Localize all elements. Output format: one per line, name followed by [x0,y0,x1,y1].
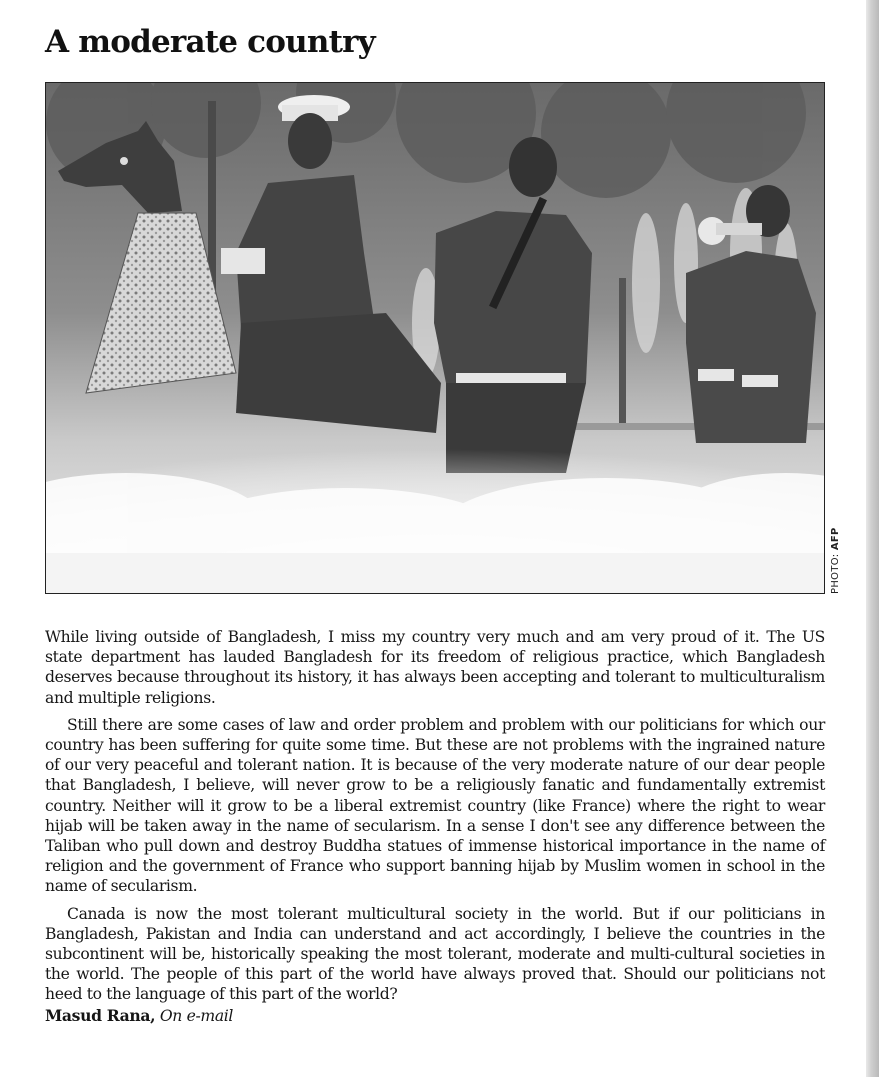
author-signature [45,1006,825,1026]
paragraph-3: Canada is now the most tolerant multicultural society in the world. But if our politicians in Bangladesh, Pakistan and India can understand and act accordingly, I believe the countries in the subcontinent will be, historically speaking the most tolerant, moderate and multi-cultural societies in the world. The people of this part of the world have always proved that. Should our politicians not heed to the language of this part of the world? [45,904,825,1004]
photo-credit: PHOTO: AFP [830,527,841,594]
article-body [45,627,825,1033]
paragraph-2: Still there are some cases of law and order problem and problem with our politicians for which our country has been suffering for quite some time. But these are not problems with the ingrained nature of our very peaceful and tolerant nation. It is because of the very moderate nature of our dear people that Bangladesh, I believe, will never grow to be a religiously fanatic and fundamentally extremist country. Neither will it grow to be a liberal extremist country (like France) where the right to wear hijab will be taken away in the name of secularism. In a sense I don't see any difference between the Taliban who pull down and destroy Buddha statues of immense historical importance in the name of religion and the government of France who support banning hijab by Muslim women in school in the name of secularism. [45,715,825,896]
author-source: On e-mail [159,1006,234,1025]
article-title: A moderate country [45,24,375,60]
news-photo [45,82,825,594]
paragraph-1: While living outside of Bangladesh, I miss my country very much and am very proud of it. The US state department has lauded Bangladesh for its freedom of religious practice, which Bangladesh deserves because throughout its history, it has always been accepting and tolerant to multiculturalism and multiple religions. [45,628,825,707]
page-edge-rule [866,0,879,1077]
author-name: Masud Rana, [45,1005,156,1025]
